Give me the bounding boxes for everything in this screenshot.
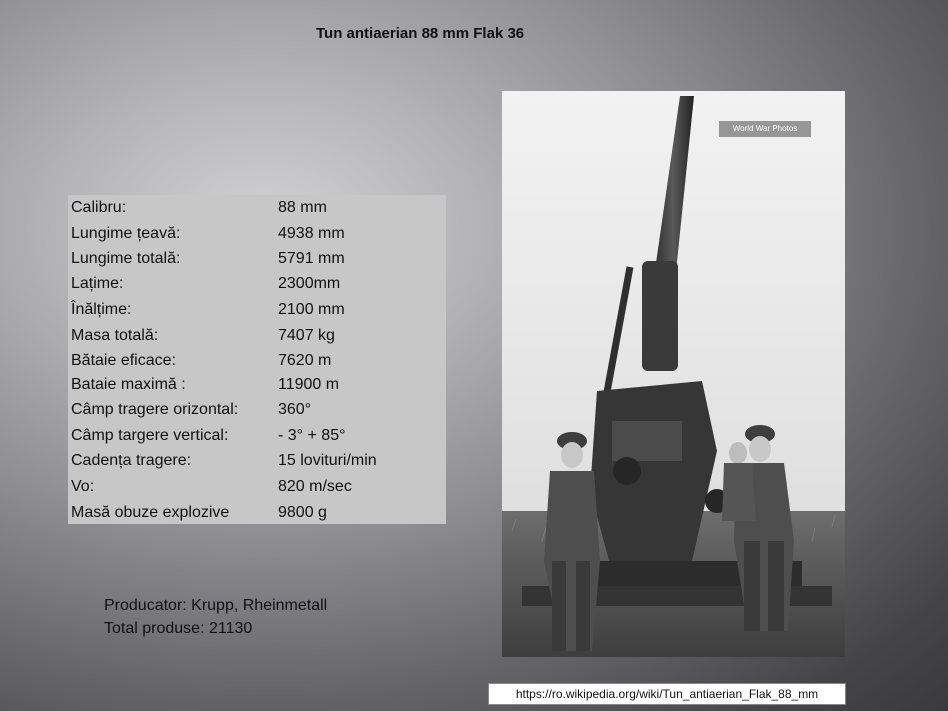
source-link[interactable]: https://ro.wikipedia.org/wiki/Tun_antiaerian_Flak_88_mm bbox=[488, 683, 846, 705]
spec-label: Calibru: bbox=[71, 199, 127, 216]
spec-row-camp-orizontal bbox=[68, 397, 446, 422]
breech-block bbox=[612, 421, 682, 461]
spec-value: 820 m/sec bbox=[278, 478, 352, 495]
spec-value: 88 mm bbox=[278, 199, 327, 216]
spec-value: 7620 m bbox=[278, 352, 332, 369]
spec-value: 15 lovituri/min bbox=[278, 452, 377, 469]
spec-value: 4938 mm bbox=[278, 225, 345, 242]
photo-watermark: World War Photos bbox=[719, 121, 811, 137]
specs-table bbox=[68, 195, 446, 524]
flak-photo bbox=[502, 91, 845, 657]
flak-gun-illustration bbox=[502, 91, 845, 657]
spec-row-calibru bbox=[68, 195, 446, 220]
spec-label: Înălțime: bbox=[71, 301, 132, 318]
slide-title: Tun antiaerian 88 mm Flak 36 bbox=[316, 25, 525, 42]
spec-label: Lațime: bbox=[71, 275, 124, 292]
spec-value: 9800 g bbox=[278, 504, 327, 521]
spec-row-inaltime bbox=[68, 297, 446, 322]
spec-value: 7407 kg bbox=[278, 327, 335, 344]
spec-value: 2300mm bbox=[278, 275, 341, 292]
spec-row-bataie-maxima bbox=[68, 372, 446, 397]
spec-value: 360° bbox=[278, 401, 312, 418]
recoil-cylinder bbox=[642, 261, 678, 371]
spec-value: - 3° + 85° bbox=[278, 427, 346, 444]
elevation-wheel bbox=[613, 457, 641, 485]
spec-row-lungime-totala bbox=[68, 246, 446, 271]
spec-label: Câmp targere vertical: bbox=[71, 427, 229, 444]
spec-row-lungime-teava bbox=[68, 221, 446, 246]
producer-line: Producator: Krupp, Rheinmetall bbox=[104, 597, 328, 614]
spec-value: 2100 mm bbox=[278, 301, 345, 318]
spec-label: Bătaie eficace: bbox=[71, 352, 176, 369]
spec-row-bataie-eficace bbox=[68, 348, 446, 373]
producer-info bbox=[104, 594, 327, 640]
spec-row-vo bbox=[68, 474, 446, 499]
spec-value: 11900 m bbox=[278, 376, 340, 393]
spec-label: Vo: bbox=[71, 478, 95, 495]
spec-label: Masa totală: bbox=[71, 327, 159, 344]
spec-label: Lungime totală: bbox=[71, 250, 181, 267]
spec-row-masa-totala bbox=[68, 323, 446, 348]
spec-row-camp-vertical bbox=[68, 423, 446, 448]
spec-label: Lungime țeavă: bbox=[71, 225, 181, 242]
spec-value: 5791 mm bbox=[278, 250, 345, 267]
spec-label: Cadența tragere: bbox=[71, 452, 192, 469]
spec-label: Câmp tragere orizontal: bbox=[71, 401, 239, 418]
total-produced-line: Total produse: 21130 bbox=[104, 620, 253, 637]
spec-row-latime bbox=[68, 271, 446, 296]
spec-row-masa-obuze bbox=[68, 500, 446, 525]
spec-row-cadenta bbox=[68, 448, 446, 473]
spec-label: Bataie maximă : bbox=[71, 376, 186, 393]
spec-label: Masă obuze explozive bbox=[71, 504, 230, 521]
